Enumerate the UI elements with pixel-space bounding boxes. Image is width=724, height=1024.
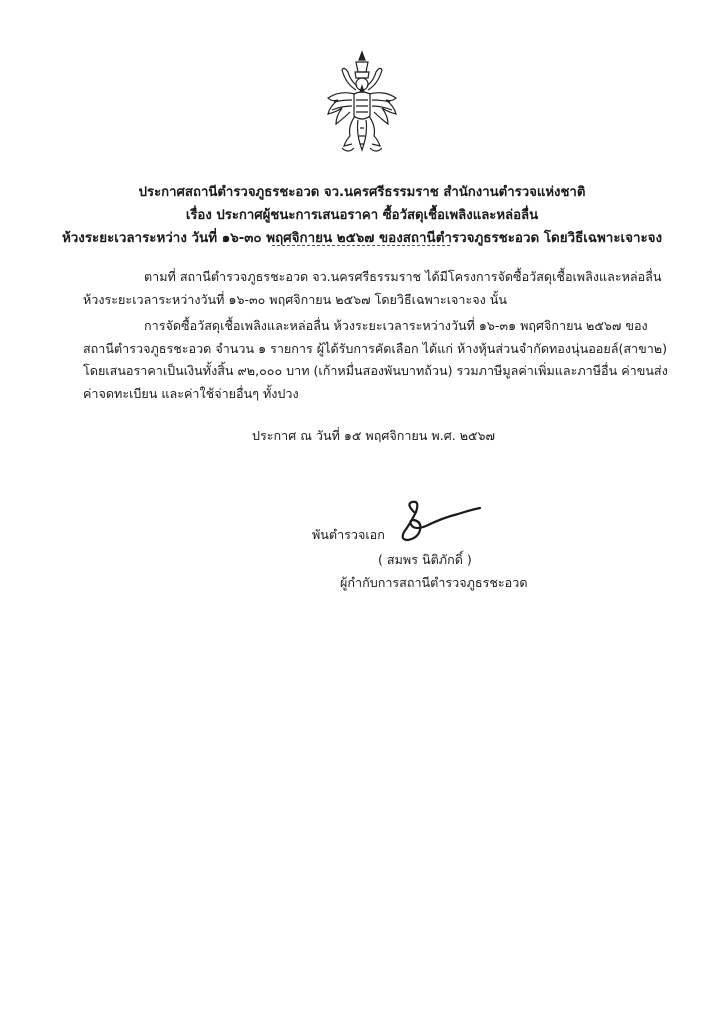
signer-name: ( สมพร นิติภักดิ์ ): [378, 552, 472, 567]
garuda-emblem-icon: [322, 50, 402, 160]
body-line: โดยเสนอราคาเป็นเงินทั้งสิ้น ๙๒,๐๐๐ บาท (เก้าหมื่นสองพันบาทถ้วน) รวมภาษีมูลค่าเพิ่มและภาษีอื่น ค่าขนส่ง: [83, 363, 668, 378]
header-period: ห้วงระยะเวลาระหว่าง วันที่ ๑๖-๓๐ พฤศจิกายน ๒๕๖๗ ของสถานีตำรวจภูธรชะอวด โดยวิธีเฉพาะเจาะจง: [61, 231, 663, 246]
dashed-divider: [272, 245, 450, 246]
body-line: ห้วงระยะเวลาระหว่างวันที่ ๑๖-๓๐ พฤศจิกายน ๒๕๖๗ โดยวิธีเฉพาะเจาะจง นั้น: [83, 292, 507, 307]
header-subject: เรื่อง ประกาศผู้ชนะการเสนอราคา ซื้อวัสดุเชื้อเพลิงและหล่อลื่น: [185, 208, 539, 223]
body-line: สถานีตำรวจภูธรชะอวด จำนวน ๑ รายการ ผู้ได้รับการคัดเลือก ได้แก่ ห้างหุ้นส่วนจำกัดทองนุ่นออยล์(สาขา๒): [83, 341, 668, 356]
body-line: ค่าจดทะเบียน และค่าใช้จ่ายอื่นๆ ทั้งปวง: [83, 386, 299, 401]
body-line: การจัดซื้อวัสดุเชื้อเพลิงและหล่อลื่น ห้วงระยะเวลาระหว่างวันที่ ๑๖-๓๑ พฤศจิกายน ๒๕๖๗ ของ: [144, 318, 648, 333]
header-agency: ประกาศสถานีตำรวจภูธรชะอวด จว.นครศรีธรรมราช สำนักงานตำรวจแห่งชาติ: [138, 185, 586, 200]
announcement-date: ประกาศ ณ วันที่ ๑๕ พฤศจิกายน พ.ศ. ๒๕๖๗: [252, 428, 496, 443]
body-line: ตามที่ สถานีตำรวจภูธรชะอวด จว.นครศรีธรรมราช ได้มีโครงการจัดซื้อวัสดุเชื้อเพลิงและหล่อลื่น: [144, 269, 662, 284]
signer-rank: พันตำรวจเอก: [312, 527, 385, 542]
handwritten-signature: [396, 500, 486, 548]
signer-position: ผู้กำกับการสถานีตำรวจภูธรชะอวด: [340, 575, 528, 590]
